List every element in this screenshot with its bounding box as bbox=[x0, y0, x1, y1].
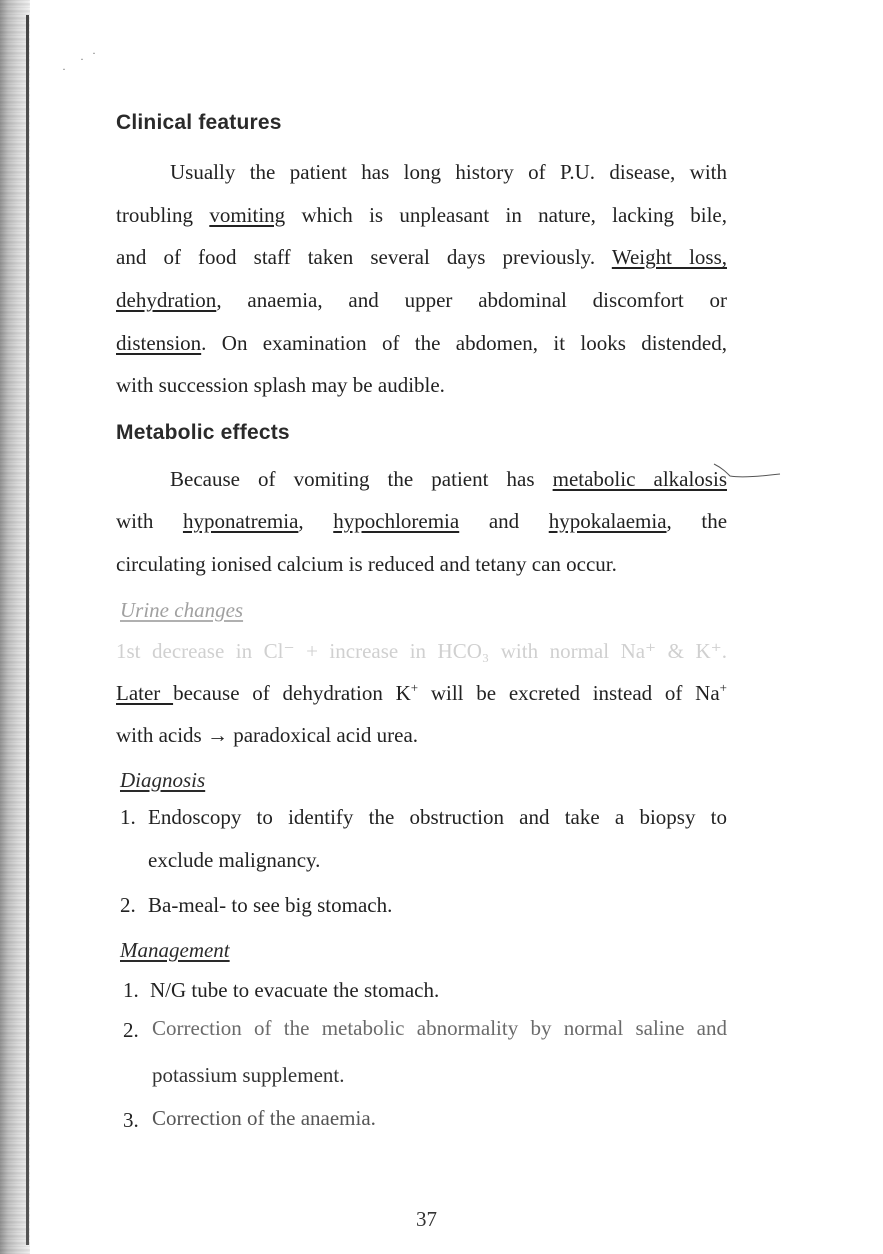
list-item-continuation: exclude malignancy. bbox=[148, 848, 321, 872]
list-item: N/G tube to evacuate the stomach. bbox=[150, 978, 440, 1002]
heading-diagnosis: Diagnosis bbox=[120, 768, 206, 792]
underlined-term: hyponatremia bbox=[182, 509, 299, 533]
page-number: 37 bbox=[416, 1207, 437, 1231]
paragraph-line: with acids → paradoxical acid urea. bbox=[116, 723, 419, 747]
heading-clinical-features: Clinical features bbox=[116, 111, 282, 134]
underlined-term: metabolic alkalosis bbox=[552, 467, 727, 491]
paragraph-line: with succession splash may be audible. bbox=[116, 373, 445, 397]
list-item-number: 2. bbox=[120, 893, 136, 917]
underlined-term: hypochloremia bbox=[333, 509, 460, 533]
scan-speck: · bbox=[62, 62, 66, 76]
list-item: Correction of the anaemia. bbox=[152, 1106, 376, 1130]
list-item: Endoscopy to identify the obstruction and take a biopsy to bbox=[148, 805, 727, 829]
list-item-continuation: potassium supplement. bbox=[152, 1063, 345, 1087]
heading-metabolic-effects: Metabolic effects bbox=[116, 421, 290, 444]
list-item: Correction of the metabolic abnormality by normal saline and bbox=[152, 1016, 727, 1040]
pen-mark bbox=[712, 462, 782, 488]
list-item: Ba-meal- to see big stomach. bbox=[148, 893, 393, 917]
underlined-term: dehydration bbox=[116, 288, 217, 312]
paragraph-line: dehydration, anaemia, and upper abdominal discomfort or bbox=[116, 288, 727, 312]
faded-line: 1st decrease in Cl⁻ + increase in HCO₃ with normal Na⁺ & K⁺. bbox=[116, 639, 727, 663]
scan-speck: · bbox=[80, 52, 84, 66]
paragraph-line: with hyponatremia, hypochloremia and hypokalaemia, the bbox=[116, 509, 728, 533]
underlined-term: hypokalaemia bbox=[548, 509, 667, 533]
heading-management: Management bbox=[120, 938, 230, 962]
list-item-number: 1. bbox=[123, 978, 139, 1002]
paragraph-line: and of food staff taken several days previously. Weight loss, bbox=[116, 245, 727, 269]
scan-speck: · bbox=[92, 46, 96, 60]
list-item-number: 2. bbox=[123, 1018, 139, 1042]
paragraph-line: circulating ionised calcium is reduced and tetany can occur. bbox=[116, 552, 617, 576]
underlined-term: Later bbox=[116, 681, 174, 705]
paragraph-line: Later because of dehydration K+ will be excreted instead of Na+ bbox=[116, 680, 728, 705]
list-item-number: 3. bbox=[123, 1108, 139, 1132]
underlined-term: vomiting bbox=[209, 203, 286, 227]
underlined-term: distension bbox=[116, 331, 202, 355]
underlined-term: Weight loss, bbox=[611, 245, 727, 269]
paragraph-line: troubling vomiting which is unpleasant in nature, lacking bile, bbox=[116, 203, 727, 227]
paragraph-line: Because of vomiting the patient has metabolic alkalosis bbox=[170, 467, 727, 491]
list-item-number: 1. bbox=[120, 805, 136, 829]
heading-urine-changes: Urine changes bbox=[120, 598, 244, 622]
paragraph-line: Usually the patient has long history of P.U. disease, with bbox=[170, 160, 727, 184]
paragraph-line: distension. On examination of the abdomen, it looks distended, bbox=[116, 331, 727, 355]
